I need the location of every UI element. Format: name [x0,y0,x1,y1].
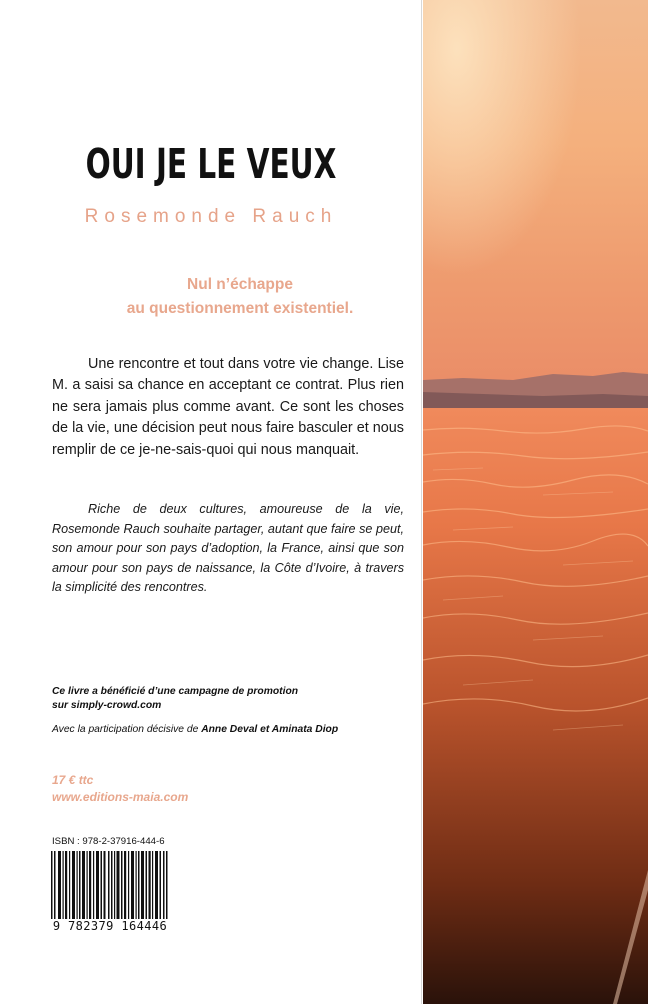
tagline [60,273,420,321]
barcode-digits: 9 782379 164446 [49,919,171,933]
promotion-line-1: Ce livre a bénéficié d’une campagne de promotion [52,686,299,697]
book-title: OUI JE LE VEUX [85,140,337,188]
isbn-label: ISBN : 978-2-37916-444-6 [52,836,165,847]
sunset-sea-image-icon [423,0,648,1004]
price: 17 € ttc [52,773,94,787]
promotion-note [52,685,412,712]
author-bio: Riche de deux cultures, amoureuse de la vie, Rosemonde Rauch souhaite partager, autant que faire se peut, son amour pour son pays d’adoption, la France, ainsi que son amour pour son pays de naissance, la Côte d’Ivoire, à travers la simplicité des rencontres. [52,502,404,595]
barcode [49,851,171,937]
tagline-line-2: au questionnement existentiel. [126,300,354,317]
author-name: Rosemonde Rauch [84,206,338,227]
sunset-sea-photo [423,0,648,1004]
participation-prefix: Avec la participation décisive de [52,724,202,735]
tagline-line-1: Nul n’échappe [187,276,293,293]
participation-note [52,723,422,736]
promotion-line-2: sur simply-crowd.com [52,699,162,711]
book-summary: Une rencontre et tout dans votre vie change. Lise M. a saisi sa chance en acceptant ce contrat. Plus rien ne sera jamais plus comme avant. Ce sont les choses de la vie, une décision peut nous faire basculer et nous remplir de ce je-ne-sais-quoi qui nous manquait. [52,356,404,458]
participation-names: Anne Deval et Aminata Diop [201,724,339,735]
spine-fold-line [421,0,422,1004]
publisher-website: www.editions-maia.com [52,790,189,804]
